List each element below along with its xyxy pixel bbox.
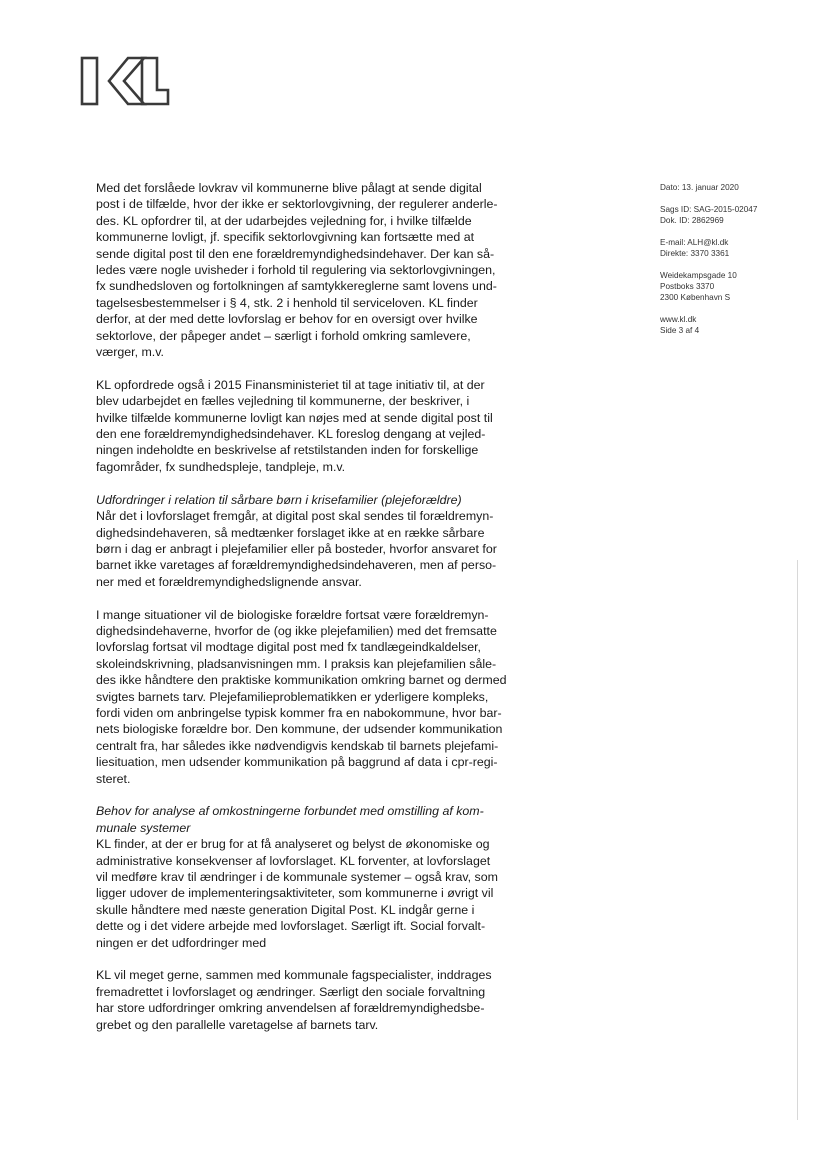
scan-edge-line [797,560,798,1120]
document-metadata [660,182,790,347]
sags-id: Sags ID: SAG-2015-02047 [660,205,758,214]
contact-email: E-mail: ALH@kl.dk [660,238,729,247]
address-line-3: 2300 København S [660,293,731,302]
section-heading-vulnerable-children: Udfordringer i relation til sårbare børn i krisefamilier (plejeforældre) [96,492,462,507]
dok-id: Dok. ID: 2862969 [660,216,724,225]
section-heading-cost-analysis: Behov for analyse af omkostningerne forbundet med omstilling af kom- munale systemer [96,804,484,835]
paragraph-6: KL vil meget gerne, sammen med kommunale fagspecialister, inddrages fremadrettet i lovforslaget og ændringer. Særligt den sociale forvaltning har store udfordringer omkring anvendelsen af forældremyndighedsbe- grebet og den parallelle varetagelse af barnets tarv. [96,968,492,1032]
page-number: Side 3 af 4 [660,326,700,335]
paragraph-4: I mange situationer vil de biologiske forældre fortsat være forældremyn- dighedsindehaverne, hvorfor de (og ikke plejefamilien) med det fremsatte lovforslag fortsat vil modtage digital post med fx tandlægeindkaldelser, skoleindskrivning, pladsanvisningen mm. I praksis kan plejefamilien såle- des ikke håndtere den praktiske kommunikation omkring barnet og dermed svigtes barnets tarv. Plejefamilieproblematikken er yderligere kompleks, fordi viden om anbringelse typisk kommer fra en nabokommune, hvor bar- nets biologiske forældre bor. Den kommune, der udsender kommunikation centralt fra, har således ikke nødvendigvis kendskab til barnets plejefami- liesituation, men udsender kommunikation på baggrund af data i cpr-regi- steret. [96,607,507,786]
paragraph-5: KL finder, at der er brug for at få analyseret og belyst de økonomiske og administrative konsekvenser af lovforslaget. KL forventer, at lovforslaget vil medføre krav til ændringer i de kommunale systemer – også krav, som ligger udover de implementeringsaktiviteter, som kommunerne i øvrigt vil skulle håndtere med næste generation Digital Post. KL indgår gerne i dette og i det videre arbejde med lovforslaget. Særligt ift. Social forvalt- ningen er det udfordringer med [96,837,498,950]
address-line-2: Postboks 3370 [660,282,715,291]
paragraph-1: Med det forslåede lovkrav vil kommunerne blive pålagt at sende digital post i de tilfælde, hvor der ikke er sektorlovgivning, der regulerer anderle- des. KL opfordrer til, at der udarbejdes vejledning for, i hvilke tilfælde kommunerne lovligt, jf. specifik sektorlovgivning kan fortsætte med at sende digital post til den ene forældremyndighedsindehaver. Der kan så- ledes være nogle uvisheder i forhold til regulering via sektorlovgivningen, fx sundhedsloven og fortolkningen af samtykkereglerne samt lovens und- tagelsesbestemmelser i § 4, stk. 2 i henhold til serviceloven. KL finder derfor, at der med dette lovforslag er behov for en oversigt over hvilke sektorlove, der påpeger andet – særligt i forhold omkring samlevere, værger, m.v. [96,181,498,360]
address-line-1: Weidekampsgade 10 [660,271,737,280]
website: www.kl.dk [660,315,697,324]
kl-logo [80,56,170,106]
letter-body [96,180,556,1049]
paragraph-3: Når det i lovforslaget fremgår, at digital post skal sendes til forældremyn- dighedsindehaveren, så medtænker forslaget ikke at en række sårbare børn i dag er anbragt i plejefamilier eller på bosteder, hvorfor ansvaret for barnet ikke varetages af forældremyndighedsindehaveren, men af perso- ner med et forældremyndighedslignende ansvar. [96,509,497,589]
contact-phone: Direkte: 3370 3361 [660,249,730,258]
paragraph-2: KL opfordrede også i 2015 Finansministeriet til at tage initiativ til, at der blev udarbejdet en fælles vejledning til kommunerne, der beskriver, i hvilke tilfælde kommunerne lovligt kan nøjes med at sende digital post til den ene forældremyndighedsindehaver. KL foreslog dengang at vejled- ningen indeholdte en beskrivelse af retstilstanden inden for forskellige fagområder, fx sundhedspleje, tandpleje, m.v. [96,377,493,474]
document-date: Dato: 13. januar 2020 [660,183,739,192]
